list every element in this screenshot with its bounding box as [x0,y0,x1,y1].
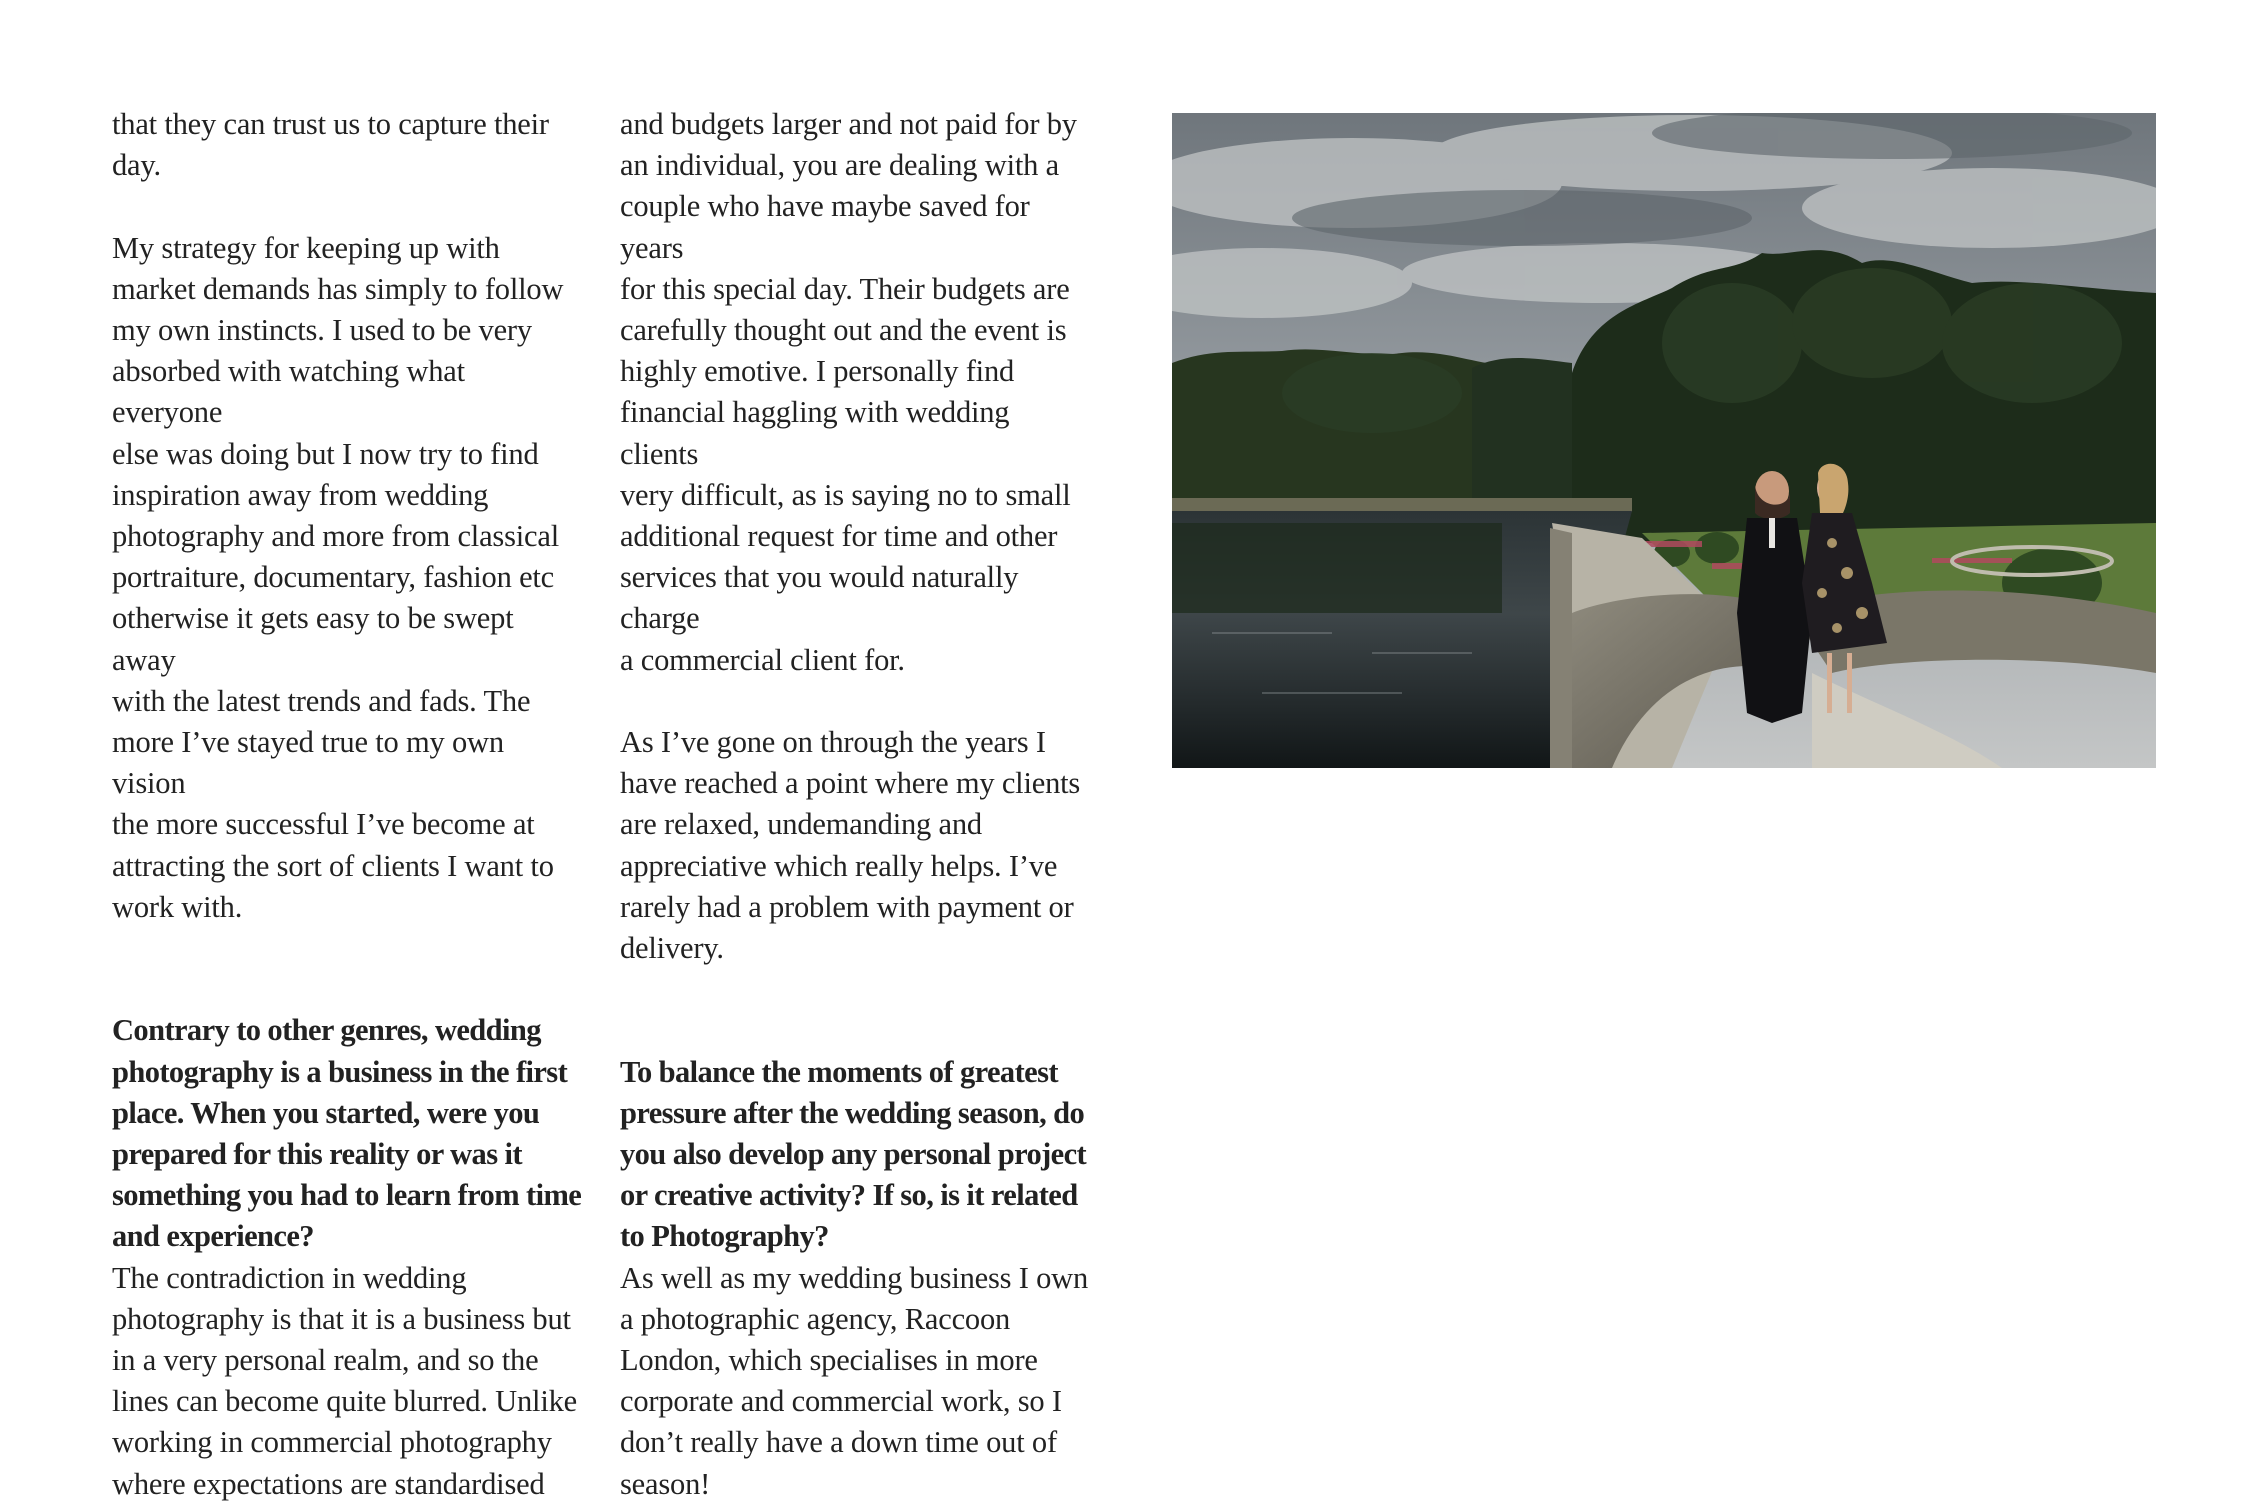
middle-interview-question: To balance the moments of greatest pressure after the wedding season, do you also develop any personal project or creative activity? If so, is it related to Photography? [620,1054,1087,1254]
left-paragraph-1: that they can trust us to capture their day. [112,107,549,183]
wedding-couple-photo [1172,113,2156,768]
left-interview-question: Contrary to other genres, wedding photography is a business in the first place. When you started, were you prepared for this reality or was it something you had to learn from time and experience? [112,1013,582,1254]
middle-interview-answer: As well as my wedding business I own a photographic agency, Raccoon London, which specialises in more corporate and commercial work, so I don’t really have a down time out of season! [620,1260,1089,1501]
left-text-column [112,104,582,1505]
middle-paragraph-2: As I’ve gone on through the years I have reached a point where my clients are relaxed, undemanding and appreciative which really helps. I’ve rarely had a problem with payment or delivery. [620,725,1081,966]
middle-text-column [620,104,1090,1505]
left-interview-answer: The contradiction in wedding photography is that it is a business but in a very personal realm, and so the lines can become quite blurred. Unlike working in commercial photography where expectations are standardised [112,1260,577,1501]
middle-paragraph-1: and budgets larger and not paid for by an individual, you are dealing with a couple who have maybe saved for years for this special day. Their budgets are carefully thought out and the event is highly emotive. I personally find financial haggling with wedding clients very difficult, as is saying no to small additional request for time and other services that you would naturally charge a commercial client for. [620,107,1077,677]
left-paragraph-2: My strategy for keeping up with market demands has simply to follow my own instincts. I used to be very absorbed with watching what everyone else was doing but I now try to find inspiration away from wedding photography and more from classical portraiture, documentary, fashion etc otherwise it gets easy to be swept away with the latest trends and fads. The more I’ve stayed true to my own vision the more successful I’ve become at attracting the sort of clients I want to work with. [112,230,564,924]
